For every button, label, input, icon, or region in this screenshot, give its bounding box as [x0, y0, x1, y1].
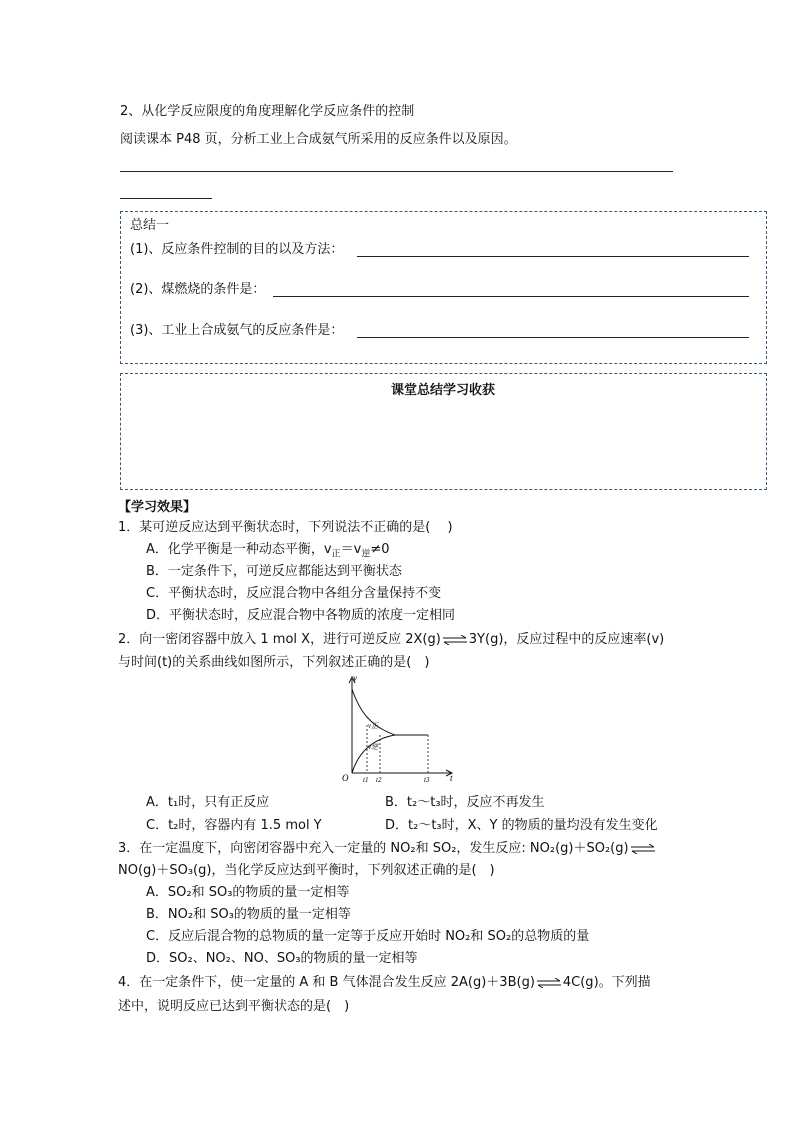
t2-label: t2: [376, 776, 382, 784]
answer-line[interactable]: [120, 171, 673, 172]
summary-question-3: (3)、工业上合成氨气的反应条件是：: [130, 323, 344, 338]
summary-question-1: (1)、反应条件控制的目的以及方法：: [130, 242, 344, 257]
q2-option-d[interactable]: D．t₂～t₃时，X、Y 的物质的量均没有发生变化: [385, 818, 658, 833]
section-title: 2、从化学反应限度的角度理解化学反应条件的控制: [120, 104, 415, 119]
q1-option-c[interactable]: C．平衡状态时，反应混合物中各组分含量保持不变: [146, 586, 442, 601]
summary-title: 总结一: [130, 218, 170, 233]
v-forward-label: v正: [368, 722, 379, 730]
q3-option-d[interactable]: D．SO₂、NO₂、NO、SO₃的物质的量一定相等: [146, 951, 418, 966]
q1-option-b[interactable]: B．一定条件下，可逆反应都能达到平衡状态: [146, 564, 402, 579]
summary-question-2: (2)、煤燃烧的条件是：: [130, 282, 266, 297]
q2-stem-part1: 2．向一密闭容器中放入 1 mol X，进行可逆反应 2X(g): [118, 632, 441, 647]
q2-stem-line1: [118, 632, 664, 648]
q2-stem-line2: 与时间(t)的关系曲线如图所示，下列叙述正确的是( ): [118, 655, 430, 670]
q3-stem-line1: [118, 841, 657, 857]
q1-stem: 1．某可逆反应达到平衡状态时，下列说法不正确的是( ): [118, 520, 453, 535]
summary-answer-3[interactable]: [357, 337, 749, 338]
reverse-rate-curve: [352, 735, 395, 773]
t-axis-label: t: [450, 773, 453, 783]
t1-label: t1: [363, 776, 369, 784]
q2-option-b[interactable]: B．t₂～t₃时，反应不再发生: [385, 795, 545, 810]
v-axis-label: v: [353, 673, 357, 683]
equilibrium-arrow-icon: [630, 844, 656, 854]
q2-option-c[interactable]: C．t₂时，容器内有 1.5 mol Y: [146, 818, 322, 833]
answer-line[interactable]: [120, 198, 212, 199]
q4-stem-part1: 4．在一定条件下，使一定量的 A 和 B 气体混合发生反应 2A(g)＋3B(g): [118, 975, 535, 990]
section-instruction: 阅读课本 P48 页，分析工业上合成氨气所采用的反应条件以及原因。: [120, 132, 517, 147]
q4-stem-line1: [118, 975, 651, 991]
q1-option-a-text: A．化学平衡是一种动态平衡，v: [146, 542, 332, 557]
origin-label: O: [342, 773, 349, 783]
subscript-reverse: 逆: [361, 549, 371, 560]
summary-answer-2[interactable]: [273, 296, 749, 297]
q1-option-a-end: ≠0: [370, 542, 390, 557]
q3-option-b[interactable]: B．NO₂和 SO₃的物质的量一定相等: [146, 907, 351, 922]
rate-time-graph: [330, 673, 458, 785]
q3-option-a[interactable]: A．SO₂和 SO₃的物质的量一定相等: [146, 885, 350, 900]
class-summary-title: 课堂总结学习收获: [390, 383, 495, 398]
q1-option-a[interactable]: [146, 542, 390, 563]
equilibrium-arrow-icon: [442, 635, 468, 645]
q4-stem-part2: 4C(g)。下列描: [562, 975, 651, 990]
equilibrium-arrow-icon: [536, 978, 562, 988]
q1-option-a-mid: ＝v: [340, 542, 362, 557]
q3-stem-part1: 3．在一定温度下，向密闭容器中充入一定量的 NO₂和 SO₂，发生反应: NO₂(g)＋SO₂(g): [118, 841, 629, 856]
q2-option-a[interactable]: A．t₁时，只有正反应: [146, 795, 270, 810]
subscript-forward: 正: [331, 549, 341, 560]
q4-stem-line2: 述中，说明反应已达到平衡状态的是( ): [118, 999, 350, 1014]
t3-label: t3: [424, 776, 430, 784]
v-reverse-label: v逆: [368, 743, 379, 751]
q2-stem-part2: 3Y(g)，反应过程中的反应速率(v): [468, 632, 665, 647]
effect-title: 【学习效果】: [118, 500, 197, 515]
q3-stem-line2: NO(g)＋SO₃(g)，当化学反应达到平衡时，下列叙述正确的是( ): [118, 863, 495, 878]
summary-answer-1[interactable]: [357, 256, 749, 257]
q3-option-c[interactable]: C．反应后混合物的总物质的量一定等于反应开始时 NO₂和 SO₂的总物质的量: [146, 929, 590, 944]
q1-option-d[interactable]: D．平衡状态时，反应混合物中各物质的浓度一定相同: [146, 608, 456, 623]
